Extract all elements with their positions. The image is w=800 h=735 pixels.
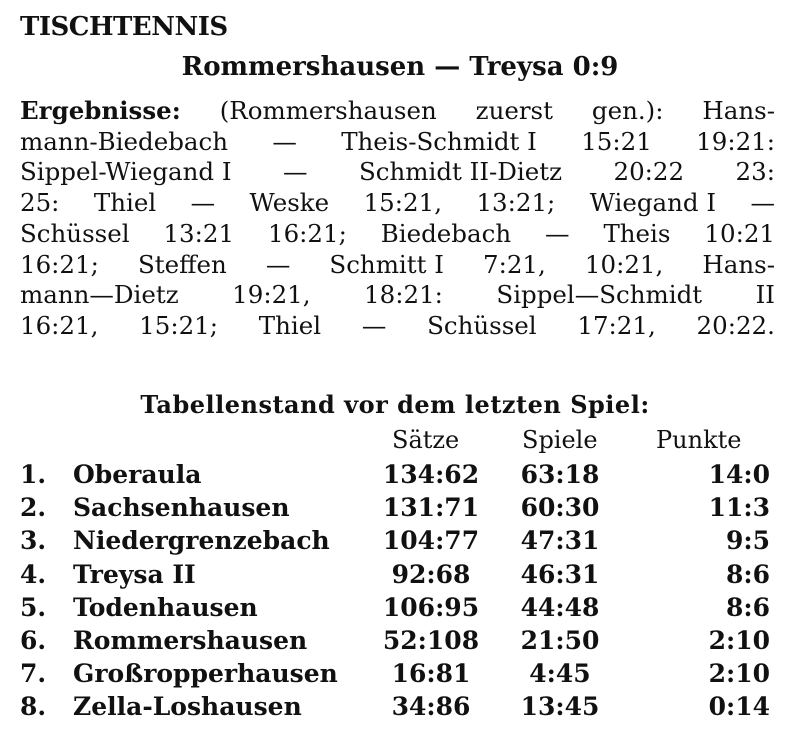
standings-punkte: 8:6 [725, 559, 770, 589]
results-token: Weske [249, 188, 330, 218]
results-line [20, 280, 775, 311]
standings-row [0, 493, 800, 526]
results-token: Schüssel [20, 218, 130, 248]
results-token: Schüssel [427, 310, 537, 340]
standings-spiele: 63:18 [520, 460, 600, 489]
column-header-punkte: Punkte [656, 426, 742, 454]
standings-saetze: 34:86 [391, 692, 471, 722]
results-line [20, 188, 775, 219]
results-line [20, 311, 775, 342]
standings-team: Oberaula [73, 460, 202, 489]
results-token: 19:21: [696, 126, 775, 156]
results-token: — [190, 188, 216, 218]
results-line [20, 96, 775, 127]
results-token: Biedebach [380, 218, 512, 248]
standings-rank: 1. [20, 460, 47, 489]
results-line [20, 250, 775, 281]
results-token: gen.): [591, 96, 664, 125]
standings-team: Großropperhausen [73, 659, 338, 689]
results-token: Thiel [258, 310, 322, 340]
results-line [20, 219, 775, 250]
results-token: Thiel [93, 188, 157, 218]
standings-saetze: 92:68 [391, 559, 471, 589]
results-token: — [265, 249, 291, 279]
results-token: 15:21 [581, 126, 652, 156]
standings-column-headers [0, 426, 800, 458]
results-token: 16:21; [20, 249, 99, 279]
results-line [20, 157, 775, 188]
results-token: 23: [735, 157, 775, 187]
results-token: (Rommershausen [219, 96, 437, 125]
standings-row [0, 526, 800, 559]
standings-saetze: 134:62 [382, 460, 480, 489]
results-token: — [272, 126, 297, 156]
section-title: TISCHTENNIS [20, 12, 228, 42]
column-header-saetze: Sätze [392, 426, 460, 454]
standings-saetze: 52:108 [382, 625, 480, 655]
results-token: II [755, 280, 775, 310]
standings-heading: Tabellenstand vor dem letzten Spiel: [140, 390, 650, 419]
standings-team: Treysa II [73, 559, 196, 589]
standings-team: Zella-Loshausen [73, 692, 302, 722]
standings-rank: 3. [20, 526, 47, 556]
standings-spiele: 21:50 [520, 625, 600, 655]
results-token: 16:21, [20, 310, 99, 340]
results-token: Sippel—Schmidt [496, 280, 703, 310]
results-token: 10:21, [584, 249, 664, 279]
results-token: mann-Biedebach [20, 126, 228, 156]
results-token: — [361, 310, 387, 340]
standings-table [0, 460, 800, 726]
results-token: Schmitt I [329, 249, 444, 279]
results-token: zuerst [475, 96, 553, 125]
results-token: Hans- [702, 249, 775, 279]
standings-row [0, 593, 800, 626]
standings-saetze: 106:95 [382, 592, 480, 622]
results-token: Ergebnisse: [20, 96, 181, 125]
results-token: Schmidt II-Dietz [358, 157, 563, 187]
standings-rank: 2. [20, 493, 47, 523]
results-token: 25: [20, 188, 60, 218]
results-token: 16:21; [268, 218, 347, 248]
standings-team: Rommershausen [73, 625, 308, 655]
results-token: 18:21: [364, 280, 443, 310]
standings-punkte: 11:3 [708, 493, 770, 523]
results-token: mann—Dietz [20, 280, 179, 310]
standings-rank: 8. [20, 692, 47, 722]
match-results-paragraph [20, 96, 775, 342]
standings-row [0, 626, 800, 659]
standings-punkte: 2:10 [708, 659, 770, 689]
standings-saetze: 16:81 [391, 659, 471, 689]
standings-rank: 6. [20, 625, 47, 655]
standings-spiele: 4:45 [529, 659, 591, 689]
results-token: 15:21, [363, 188, 442, 218]
results-token: 7:21, [483, 249, 546, 279]
results-token: Theis-Schmidt I [341, 126, 537, 156]
standings-rank: 4. [20, 559, 47, 589]
standings-spiele: 47:31 [520, 526, 600, 556]
standings-rank: 7. [20, 659, 47, 689]
standings-spiele: 60:30 [520, 493, 600, 523]
standings-row [0, 560, 800, 593]
standings-punkte: 8:6 [725, 592, 770, 622]
standings-saetze: 131:71 [382, 493, 480, 523]
standings-punkte: 2:10 [708, 625, 770, 655]
standings-spiele: 46:31 [520, 559, 600, 589]
standings-team: Niedergrenzebach [73, 526, 330, 556]
results-token: 17:21, [577, 310, 656, 340]
standings-saetze: 104:77 [382, 526, 480, 556]
column-header-spiele: Spiele [522, 426, 598, 454]
results-token: 19:21, [232, 280, 311, 310]
match-title: Rommershausen — Treysa 0:9 [181, 52, 619, 82]
results-token: 13:21; [476, 188, 556, 218]
results-token: — [750, 188, 775, 218]
standings-row [0, 460, 800, 493]
results-token: Sippel-Wiegand I [20, 157, 232, 187]
results-token: 20:22 [613, 157, 685, 187]
standings-spiele: 13:45 [520, 692, 600, 722]
standings-team: Todenhausen [73, 592, 258, 622]
standings-team: Sachsenhausen [73, 493, 290, 523]
results-token: 13:21 [163, 218, 235, 248]
standings-punkte: 9:5 [725, 526, 770, 556]
standings-row [0, 659, 800, 692]
standings-punkte: 14:0 [708, 460, 770, 489]
results-token: Wiegand I [589, 188, 717, 218]
results-token: Theis [603, 218, 671, 248]
results-token: Hans- [702, 96, 775, 125]
standings-row [0, 692, 800, 725]
results-line [20, 127, 775, 158]
results-token: — [283, 157, 308, 187]
standings-rank: 5. [20, 592, 47, 622]
results-token: — [545, 218, 570, 248]
results-token: 15:21; [139, 310, 219, 340]
results-token: 20:22. [696, 310, 775, 340]
results-token: Steffen [137, 249, 227, 279]
results-token: 10:21 [704, 218, 775, 248]
standings-punkte: 0:14 [708, 692, 770, 722]
standings-spiele: 44:48 [520, 592, 600, 622]
